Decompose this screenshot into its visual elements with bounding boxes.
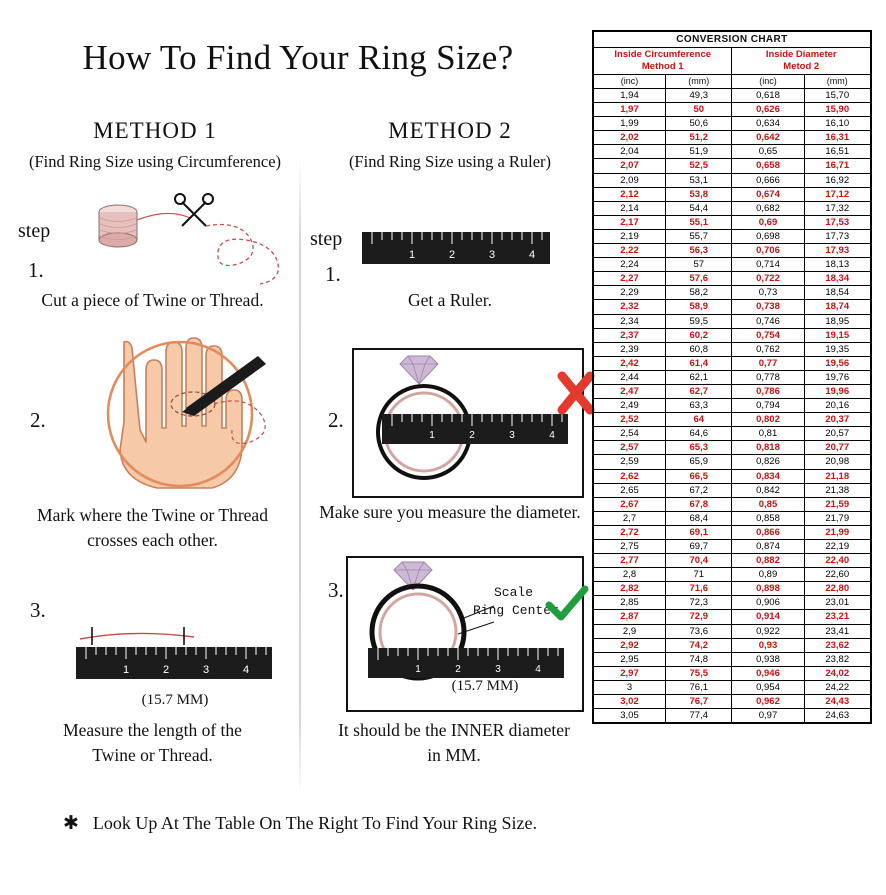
table-cell-r31-c4: 21,79 <box>804 511 870 525</box>
table-unit-header-4: (mm) <box>804 75 870 89</box>
table-unit-header-1: (inc) <box>594 75 666 89</box>
table-cell-r22-c2: 62,7 <box>666 384 732 398</box>
table-cell-r19-c2: 60,8 <box>666 342 732 356</box>
table-cell-r5-c1: 2,04 <box>594 145 666 159</box>
ring-center-label: Ring Center <box>473 603 559 618</box>
table-cell-r10-c2: 55,1 <box>666 215 732 229</box>
conversion-chart <box>592 30 872 724</box>
table-cell-r27-c3: 0,826 <box>732 455 804 469</box>
table-cell-r44-c3: 0,962 <box>732 695 804 709</box>
table-row <box>594 258 871 272</box>
table-cell-r45-c1: 3,05 <box>594 709 666 723</box>
table-cell-r12-c1: 2,22 <box>594 244 666 258</box>
method-1-title: METHOD 1 <box>93 118 217 143</box>
table-cell-r14-c1: 2,27 <box>594 272 666 286</box>
table-cell-r15-c1: 2,29 <box>594 286 666 300</box>
table-row <box>594 187 871 201</box>
table-row <box>594 328 871 342</box>
table-cell-r5-c4: 16,51 <box>804 145 870 159</box>
table-cell-r27-c4: 20,98 <box>804 455 870 469</box>
table-cell-r24-c4: 20,37 <box>804 413 870 427</box>
method-2-step-1-caption: Get a Ruler. <box>407 290 493 310</box>
table-cell-r21-c2: 62,1 <box>666 370 732 384</box>
table-unit-header-3: (inc) <box>732 75 804 89</box>
table-cell-r31-c2: 68,4 <box>666 511 732 525</box>
table-row <box>594 483 871 497</box>
table-cell-r24-c2: 64 <box>666 413 732 427</box>
method-2-subtitle: (Find Ring Size using a Ruler) <box>348 152 552 171</box>
table-cell-r43-c1: 3 <box>594 680 666 694</box>
svg-text:3: 3 <box>488 249 496 261</box>
table-cell-r5-c2: 51,9 <box>666 145 732 159</box>
table-cell-r38-c1: 2,87 <box>594 610 666 624</box>
footnote-text: Look Up At The Table On The Right To Find Your Ring Size. <box>92 813 538 833</box>
table-cell-r4-c1: 2,02 <box>594 131 666 145</box>
table-row <box>594 159 871 173</box>
table-cell-r6-c3: 0,658 <box>732 159 804 173</box>
cross-mark-icon <box>556 370 596 418</box>
table-cell-r9-c1: 2,14 <box>594 201 666 215</box>
table-cell-r15-c4: 18,54 <box>804 286 870 300</box>
table-cell-r4-c3: 0,642 <box>732 131 804 145</box>
table-cell-r37-c2: 72,3 <box>666 596 732 610</box>
table-cell-r26-c3: 0,818 <box>732 441 804 455</box>
table-row <box>594 117 871 131</box>
table-cell-r26-c1: 2,57 <box>594 441 666 455</box>
table-cell-r28-c4: 21,18 <box>804 469 870 483</box>
table-cell-r36-c1: 2,82 <box>594 582 666 596</box>
table-cell-r28-c3: 0,834 <box>732 469 804 483</box>
table-cell-r13-c1: 2,24 <box>594 258 666 272</box>
table-cell-r19-c4: 19,35 <box>804 342 870 356</box>
table-row <box>594 413 871 427</box>
table-cell-r30-c4: 21,59 <box>804 497 870 511</box>
table-cell-r42-c3: 0,946 <box>732 666 804 680</box>
table-cell-r32-c4: 21,99 <box>804 525 870 539</box>
table-cell-r20-c2: 61,4 <box>666 356 732 370</box>
table-cell-r31-c1: 2,7 <box>594 511 666 525</box>
table-group-header-1: Inside Circumference Method 1 <box>594 48 732 75</box>
table-row <box>594 399 871 413</box>
table-cell-r40-c1: 2,92 <box>594 638 666 652</box>
table-cell-r2-c2: 50 <box>666 103 732 117</box>
table-cell-r40-c2: 74,2 <box>666 638 732 652</box>
svg-text:2: 2 <box>469 430 475 441</box>
table-cell-r8-c4: 17,12 <box>804 187 870 201</box>
table-row <box>594 89 871 103</box>
table-cell-r23-c2: 63,3 <box>666 399 732 413</box>
table-cell-r1-c2: 49,3 <box>666 89 732 103</box>
table-row <box>594 103 871 117</box>
table-cell-r7-c4: 16,92 <box>804 173 870 187</box>
table-cell-r43-c4: 24,22 <box>804 680 870 694</box>
table-cell-r4-c2: 51,2 <box>666 131 732 145</box>
table-cell-r26-c2: 65,3 <box>666 441 732 455</box>
method-1-subtitle: (Find Ring Size using Circumference) <box>28 152 282 171</box>
table-cell-r30-c1: 2,67 <box>594 497 666 511</box>
scale-label: Scale <box>494 585 534 600</box>
table-row <box>594 384 871 398</box>
svg-text:4: 4 <box>535 664 541 675</box>
table-row <box>594 286 871 300</box>
table-cell-r40-c3: 0,93 <box>732 638 804 652</box>
table-row <box>594 173 871 187</box>
table-cell-r16-c3: 0,738 <box>732 300 804 314</box>
table-cell-r16-c4: 18,74 <box>804 300 870 314</box>
method-1-step-1-number: 1. <box>28 258 44 282</box>
method-1-header <box>10 118 300 172</box>
table-cell-r8-c2: 53,8 <box>666 187 732 201</box>
table-row <box>594 356 871 370</box>
table-cell-r44-c4: 24,43 <box>804 695 870 709</box>
table-cell-r20-c4: 19,56 <box>804 356 870 370</box>
table-row <box>594 272 871 286</box>
method-1-step-word: step <box>18 220 51 242</box>
method-2-step-word: step <box>310 228 343 250</box>
table-row <box>594 582 871 596</box>
table-row <box>594 201 871 215</box>
table-cell-r21-c4: 19,76 <box>804 370 870 384</box>
table-cell-r12-c4: 17,93 <box>804 244 870 258</box>
twine-spool-illustration <box>78 190 293 290</box>
table-cell-r18-c3: 0,754 <box>732 328 804 342</box>
table-cell-r18-c2: 60,2 <box>666 328 732 342</box>
table-cell-r12-c3: 0,706 <box>732 244 804 258</box>
table-cell-r16-c1: 2,32 <box>594 300 666 314</box>
table-row <box>594 540 871 554</box>
table-cell-r36-c2: 71,6 <box>666 582 732 596</box>
table-row <box>594 652 871 666</box>
table-cell-r45-c2: 77,4 <box>666 709 732 723</box>
table-cell-r39-c3: 0,922 <box>732 624 804 638</box>
table-cell-r11-c2: 55,7 <box>666 229 732 243</box>
table-cell-r6-c4: 16,71 <box>804 159 870 173</box>
table-cell-r13-c3: 0,714 <box>732 258 804 272</box>
table-cell-r35-c1: 2,8 <box>594 568 666 582</box>
table-cell-r10-c4: 17,53 <box>804 215 870 229</box>
method-2-step-3-number: 3. <box>328 578 344 602</box>
table-cell-r14-c3: 0,722 <box>732 272 804 286</box>
table-cell-r3-c2: 50,6 <box>666 117 732 131</box>
table-cell-r42-c1: 2,97 <box>594 666 666 680</box>
table-cell-r35-c3: 0,89 <box>732 568 804 582</box>
table-cell-r33-c2: 69,7 <box>666 540 732 554</box>
table-cell-r38-c3: 0,914 <box>732 610 804 624</box>
table-cell-r45-c4: 24,63 <box>804 709 870 723</box>
method-2-title: METHOD 2 <box>388 118 512 143</box>
table-cell-r33-c1: 2,75 <box>594 540 666 554</box>
table-unit-header-row <box>594 75 871 89</box>
method-2-step-2-number: 2. <box>328 408 344 432</box>
table-row <box>594 469 871 483</box>
table-cell-r36-c4: 22,80 <box>804 582 870 596</box>
table-cell-r28-c2: 66,5 <box>666 469 732 483</box>
table-row <box>594 131 871 145</box>
page-title: How To Find Your Ring Size? <box>82 38 514 77</box>
table-title: CONVERSION CHART <box>594 32 871 48</box>
table-cell-r41-c4: 23,82 <box>804 652 870 666</box>
table-row <box>594 568 871 582</box>
method-1-step-3-caption: Measure the length of the Twine or Thread. <box>63 720 242 766</box>
table-cell-r37-c3: 0,906 <box>732 596 804 610</box>
table-cell-r33-c3: 0,874 <box>732 540 804 554</box>
method-1-step-1-caption: Cut a piece of Twine or Thread. <box>41 290 264 310</box>
table-cell-r37-c1: 2,85 <box>594 596 666 610</box>
table-cell-r17-c1: 2,34 <box>594 314 666 328</box>
table-cell-r44-c2: 76,7 <box>666 695 732 709</box>
table-cell-r31-c3: 0,858 <box>732 511 804 525</box>
table-cell-r32-c3: 0,866 <box>732 525 804 539</box>
table-cell-r22-c1: 2,47 <box>594 384 666 398</box>
table-cell-r20-c3: 0,77 <box>732 356 804 370</box>
table-cell-r4-c4: 16,31 <box>804 131 870 145</box>
table-cell-r23-c4: 20,16 <box>804 399 870 413</box>
table-cell-r3-c4: 16,10 <box>804 117 870 131</box>
table-cell-r42-c4: 24,02 <box>804 666 870 680</box>
table-cell-r43-c3: 0,954 <box>732 680 804 694</box>
table-cell-r44-c1: 3,02 <box>594 695 666 709</box>
table-cell-r30-c3: 0,85 <box>732 497 804 511</box>
table-row <box>594 624 871 638</box>
table-cell-r23-c3: 0,794 <box>732 399 804 413</box>
table-row <box>594 666 871 680</box>
table-cell-r17-c4: 18,95 <box>804 314 870 328</box>
table-row <box>594 441 871 455</box>
table-row <box>594 695 871 709</box>
table-row <box>594 511 871 525</box>
svg-text:3: 3 <box>202 664 210 676</box>
table-cell-r10-c3: 0,69 <box>732 215 804 229</box>
table-cell-r24-c1: 2,52 <box>594 413 666 427</box>
table-cell-r34-c3: 0,882 <box>732 554 804 568</box>
table-cell-r21-c1: 2,44 <box>594 370 666 384</box>
table-cell-r35-c4: 22,60 <box>804 568 870 582</box>
footnote <box>20 812 580 835</box>
table-cell-r40-c4: 23,62 <box>804 638 870 652</box>
table-row <box>594 610 871 624</box>
table-row <box>594 525 871 539</box>
method-1-step-2-caption: Mark where the Twine or Thread crosses each other. <box>37 505 268 551</box>
table-cell-r18-c4: 19,15 <box>804 328 870 342</box>
table-cell-r45-c3: 0,97 <box>732 709 804 723</box>
table-cell-r2-c3: 0,626 <box>732 103 804 117</box>
table-cell-r43-c2: 76,1 <box>666 680 732 694</box>
asterisk-icon: ✱ <box>62 813 79 834</box>
table-cell-r6-c1: 2,07 <box>594 159 666 173</box>
table-cell-r13-c4: 18,13 <box>804 258 870 272</box>
table-cell-r28-c1: 2,62 <box>594 469 666 483</box>
svg-text:3: 3 <box>509 430 515 441</box>
table-row <box>594 455 871 469</box>
table-cell-r38-c4: 23,21 <box>804 610 870 624</box>
table-cell-r9-c2: 54,4 <box>666 201 732 215</box>
table-cell-r9-c3: 0,682 <box>732 201 804 215</box>
ring-outer-diameter-diagram <box>352 348 580 494</box>
method-1-step-3-number: 3. <box>30 598 46 622</box>
method-2-header <box>310 118 590 172</box>
table-cell-r20-c1: 2,42 <box>594 356 666 370</box>
table-cell-r2-c1: 1,97 <box>594 103 666 117</box>
table-row <box>594 244 871 258</box>
table-row <box>594 554 871 568</box>
method-2-step-3-caption: It should be the INNER diameter in MM. <box>338 720 570 766</box>
table-cell-r29-c4: 21,38 <box>804 483 870 497</box>
table-cell-r25-c3: 0,81 <box>732 427 804 441</box>
hand-with-twine-illustration <box>62 330 294 500</box>
table-cell-r39-c1: 2,9 <box>594 624 666 638</box>
table-cell-r19-c3: 0,762 <box>732 342 804 356</box>
table-cell-r34-c2: 70,4 <box>666 554 732 568</box>
table-cell-r25-c1: 2,54 <box>594 427 666 441</box>
table-cell-r29-c3: 0,842 <box>732 483 804 497</box>
table-cell-r24-c3: 0,802 <box>732 413 804 427</box>
table-cell-r14-c4: 18,34 <box>804 272 870 286</box>
table-cell-r11-c1: 2,19 <box>594 229 666 243</box>
table-cell-r41-c3: 0,938 <box>732 652 804 666</box>
ruler-with-thread-illustration <box>74 615 274 687</box>
svg-text:4: 4 <box>549 430 555 441</box>
table-cell-r15-c2: 58,2 <box>666 286 732 300</box>
table-cell-r7-c3: 0,666 <box>732 173 804 187</box>
table-cell-r42-c2: 75,5 <box>666 666 732 680</box>
table-row <box>594 145 871 159</box>
table-row <box>594 638 871 652</box>
svg-text:2: 2 <box>448 249 456 261</box>
table-cell-r22-c4: 19,96 <box>804 384 870 398</box>
column-divider <box>299 158 301 798</box>
table-group-header-row <box>594 48 871 75</box>
method-2-mm-label: (15.7 MM) <box>451 678 519 694</box>
table-cell-r5-c3: 0,65 <box>732 145 804 159</box>
table-cell-r1-c3: 0,618 <box>732 89 804 103</box>
svg-text:3: 3 <box>495 664 501 675</box>
svg-text:4: 4 <box>242 664 250 676</box>
table-cell-r29-c2: 67,2 <box>666 483 732 497</box>
table-cell-r34-c4: 22,40 <box>804 554 870 568</box>
plain-ruler-illustration <box>360 228 552 276</box>
table-cell-r19-c1: 2,39 <box>594 342 666 356</box>
table-cell-r41-c2: 74,8 <box>666 652 732 666</box>
table-cell-r39-c2: 73,6 <box>666 624 732 638</box>
method-2-step-2-caption: Make sure you measure the diameter. <box>319 502 581 522</box>
table-cell-r10-c1: 2,17 <box>594 215 666 229</box>
table-cell-r16-c2: 58,9 <box>666 300 732 314</box>
table-cell-r32-c1: 2,72 <box>594 525 666 539</box>
table-cell-r29-c1: 2,65 <box>594 483 666 497</box>
table-cell-r11-c4: 17,73 <box>804 229 870 243</box>
table-cell-r17-c3: 0,746 <box>732 314 804 328</box>
table-cell-r35-c2: 71 <box>666 568 732 582</box>
table-group-header-2: Inside Diameter Metod 2 <box>732 48 870 75</box>
table-cell-r12-c2: 56,3 <box>666 244 732 258</box>
svg-text:2: 2 <box>455 664 461 675</box>
table-cell-r1-c4: 15,70 <box>804 89 870 103</box>
check-mark-icon <box>545 585 589 625</box>
table-cell-r17-c2: 59,5 <box>666 314 732 328</box>
table-cell-r3-c1: 1,99 <box>594 117 666 131</box>
method-2-step-1-number: 1. <box>325 262 341 286</box>
svg-text:2: 2 <box>162 664 170 676</box>
table-row <box>594 497 871 511</box>
method-1-step-2-number: 2. <box>30 408 46 432</box>
svg-text:1: 1 <box>408 249 416 261</box>
table-cell-r11-c3: 0,698 <box>732 229 804 243</box>
table-cell-r37-c4: 23,01 <box>804 596 870 610</box>
table-cell-r7-c1: 2,09 <box>594 173 666 187</box>
table-row <box>594 427 871 441</box>
table-head <box>594 32 871 89</box>
table-cell-r38-c2: 72,9 <box>666 610 732 624</box>
table-row <box>594 314 871 328</box>
table-row <box>594 215 871 229</box>
svg-text:1: 1 <box>429 430 435 441</box>
table-cell-r26-c4: 20,77 <box>804 441 870 455</box>
table-cell-r9-c4: 17,32 <box>804 201 870 215</box>
table-cell-r39-c4: 23,41 <box>804 624 870 638</box>
table-cell-r15-c3: 0,73 <box>732 286 804 300</box>
table-cell-r21-c3: 0,778 <box>732 370 804 384</box>
table-cell-r3-c3: 0,634 <box>732 117 804 131</box>
table-row <box>594 300 871 314</box>
table-cell-r25-c2: 64,6 <box>666 427 732 441</box>
table-cell-r1-c1: 1,94 <box>594 89 666 103</box>
table-cell-r13-c2: 57 <box>666 258 732 272</box>
table-row <box>594 229 871 243</box>
table-row <box>594 596 871 610</box>
svg-text:4: 4 <box>528 249 536 261</box>
table-body <box>594 89 871 723</box>
table-cell-r30-c2: 67,8 <box>666 497 732 511</box>
table-row <box>594 342 871 356</box>
table-row <box>594 680 871 694</box>
table-cell-r8-c3: 0,674 <box>732 187 804 201</box>
table-cell-r27-c2: 65,9 <box>666 455 732 469</box>
table-unit-header-2: (mm) <box>666 75 732 89</box>
table-cell-r33-c4: 22,19 <box>804 540 870 554</box>
table-cell-r27-c1: 2,59 <box>594 455 666 469</box>
table-cell-r18-c1: 2,37 <box>594 328 666 342</box>
table-cell-r32-c2: 69,1 <box>666 525 732 539</box>
method-1-mm-label: (15.7 MM) <box>141 692 209 708</box>
table-cell-r22-c3: 0,786 <box>732 384 804 398</box>
table-cell-r2-c4: 15,90 <box>804 103 870 117</box>
table-cell-r25-c4: 20,57 <box>804 427 870 441</box>
table-cell-r23-c1: 2,49 <box>594 399 666 413</box>
table-cell-r7-c2: 53,1 <box>666 173 732 187</box>
table-cell-r14-c2: 57,6 <box>666 272 732 286</box>
table-row <box>594 709 871 723</box>
svg-text:1: 1 <box>415 664 421 675</box>
table-cell-r8-c1: 2,12 <box>594 187 666 201</box>
conversion-table <box>593 31 871 723</box>
table-row <box>594 370 871 384</box>
table-cell-r41-c1: 2,95 <box>594 652 666 666</box>
table-cell-r6-c2: 52,5 <box>666 159 732 173</box>
svg-text:1: 1 <box>122 664 130 676</box>
table-cell-r36-c3: 0,898 <box>732 582 804 596</box>
table-cell-r34-c1: 2,77 <box>594 554 666 568</box>
